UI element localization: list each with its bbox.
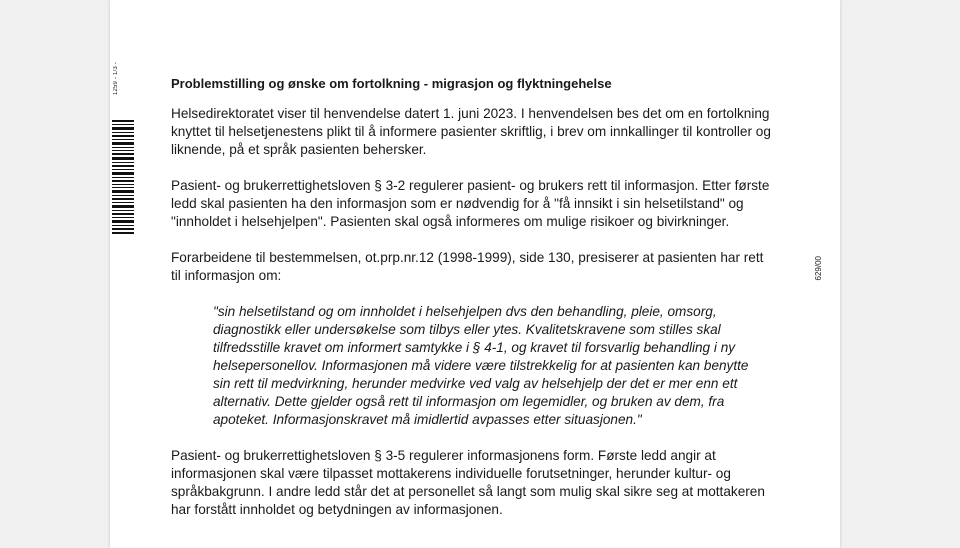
document-body [171,75,771,537]
page-title: Problemstilling og ønske om fortolkning - migrasjon og flyktningehelse [171,76,612,91]
document-page [110,0,840,548]
document-number: 629/00 [814,256,823,281]
paragraph-intro: Helsedirektoratet viser til henvendelse datert 1. juni 2023. I henvendelsen bes det om en fortolkning knyttet til helsetjenestens plikt til å informere pasienter skriftlig, i brev om innkallinger til kontroller og liknende, på et språk pasienten behersker. [171,106,771,157]
barcode-icon [112,120,134,235]
margin-code: 1259 - 1/3 - [113,62,119,96]
paragraph-law-3-2: Pasient- og brukerrettighetsloven § 3-2 regulerer pasient- og brukers rett til informasjon. Etter første ledd skal pasienten ha den informasjon som er nødvendig for å "få innsikt i sin helsetilstand" og "innholdet i helsehjelpen". Pasienten skal også informeres om mulige risikoer og bivirkninger. [171,178,770,229]
block-quote: "sin helsetilstand og om innholdet i helsehjelpen dvs den behandling, pleie, omsorg, diagnostikk eller undersøkelse som tilbys eller ytes. Kvalitetskravene som stilles skal tilfredsstille kravet om informert samtykke i § 4-1, og kravet til forsvarlig behandling i ny helsepersonellov. Informasjonen må videre være tilstrekkelig for at pasienten kan benytte sin rett til medvirkning, herunder medvirke ved valg av helsehjelp der det er mer enn ett alternativ. Dette gjelder også rett til informasjon om legemidler, og bruken av dem, fra apoteket. Informasjonskravet må imidlertid avpasses etter situasjonen." [213,304,749,427]
paragraph-preparatory-works: Forarbeidene til bestemmelsen, ot.prp.nr.12 (1998-1999), side 130, presiserer at pasienten har rett til informasjon om: [171,250,764,283]
paragraph-law-3-5: Pasient- og brukerrettighetsloven § 3-5 regulerer informasjonens form. Første ledd angir at informasjonen skal være tilpasset mottakerens individuelle forutsetninger, herunder kultur- og språkbakgrunn. I andre ledd står det at personellet så langt som mulig skal sikre seg at mottakeren har forstått innholdet og betydningen av informasjonen. [171,448,765,517]
